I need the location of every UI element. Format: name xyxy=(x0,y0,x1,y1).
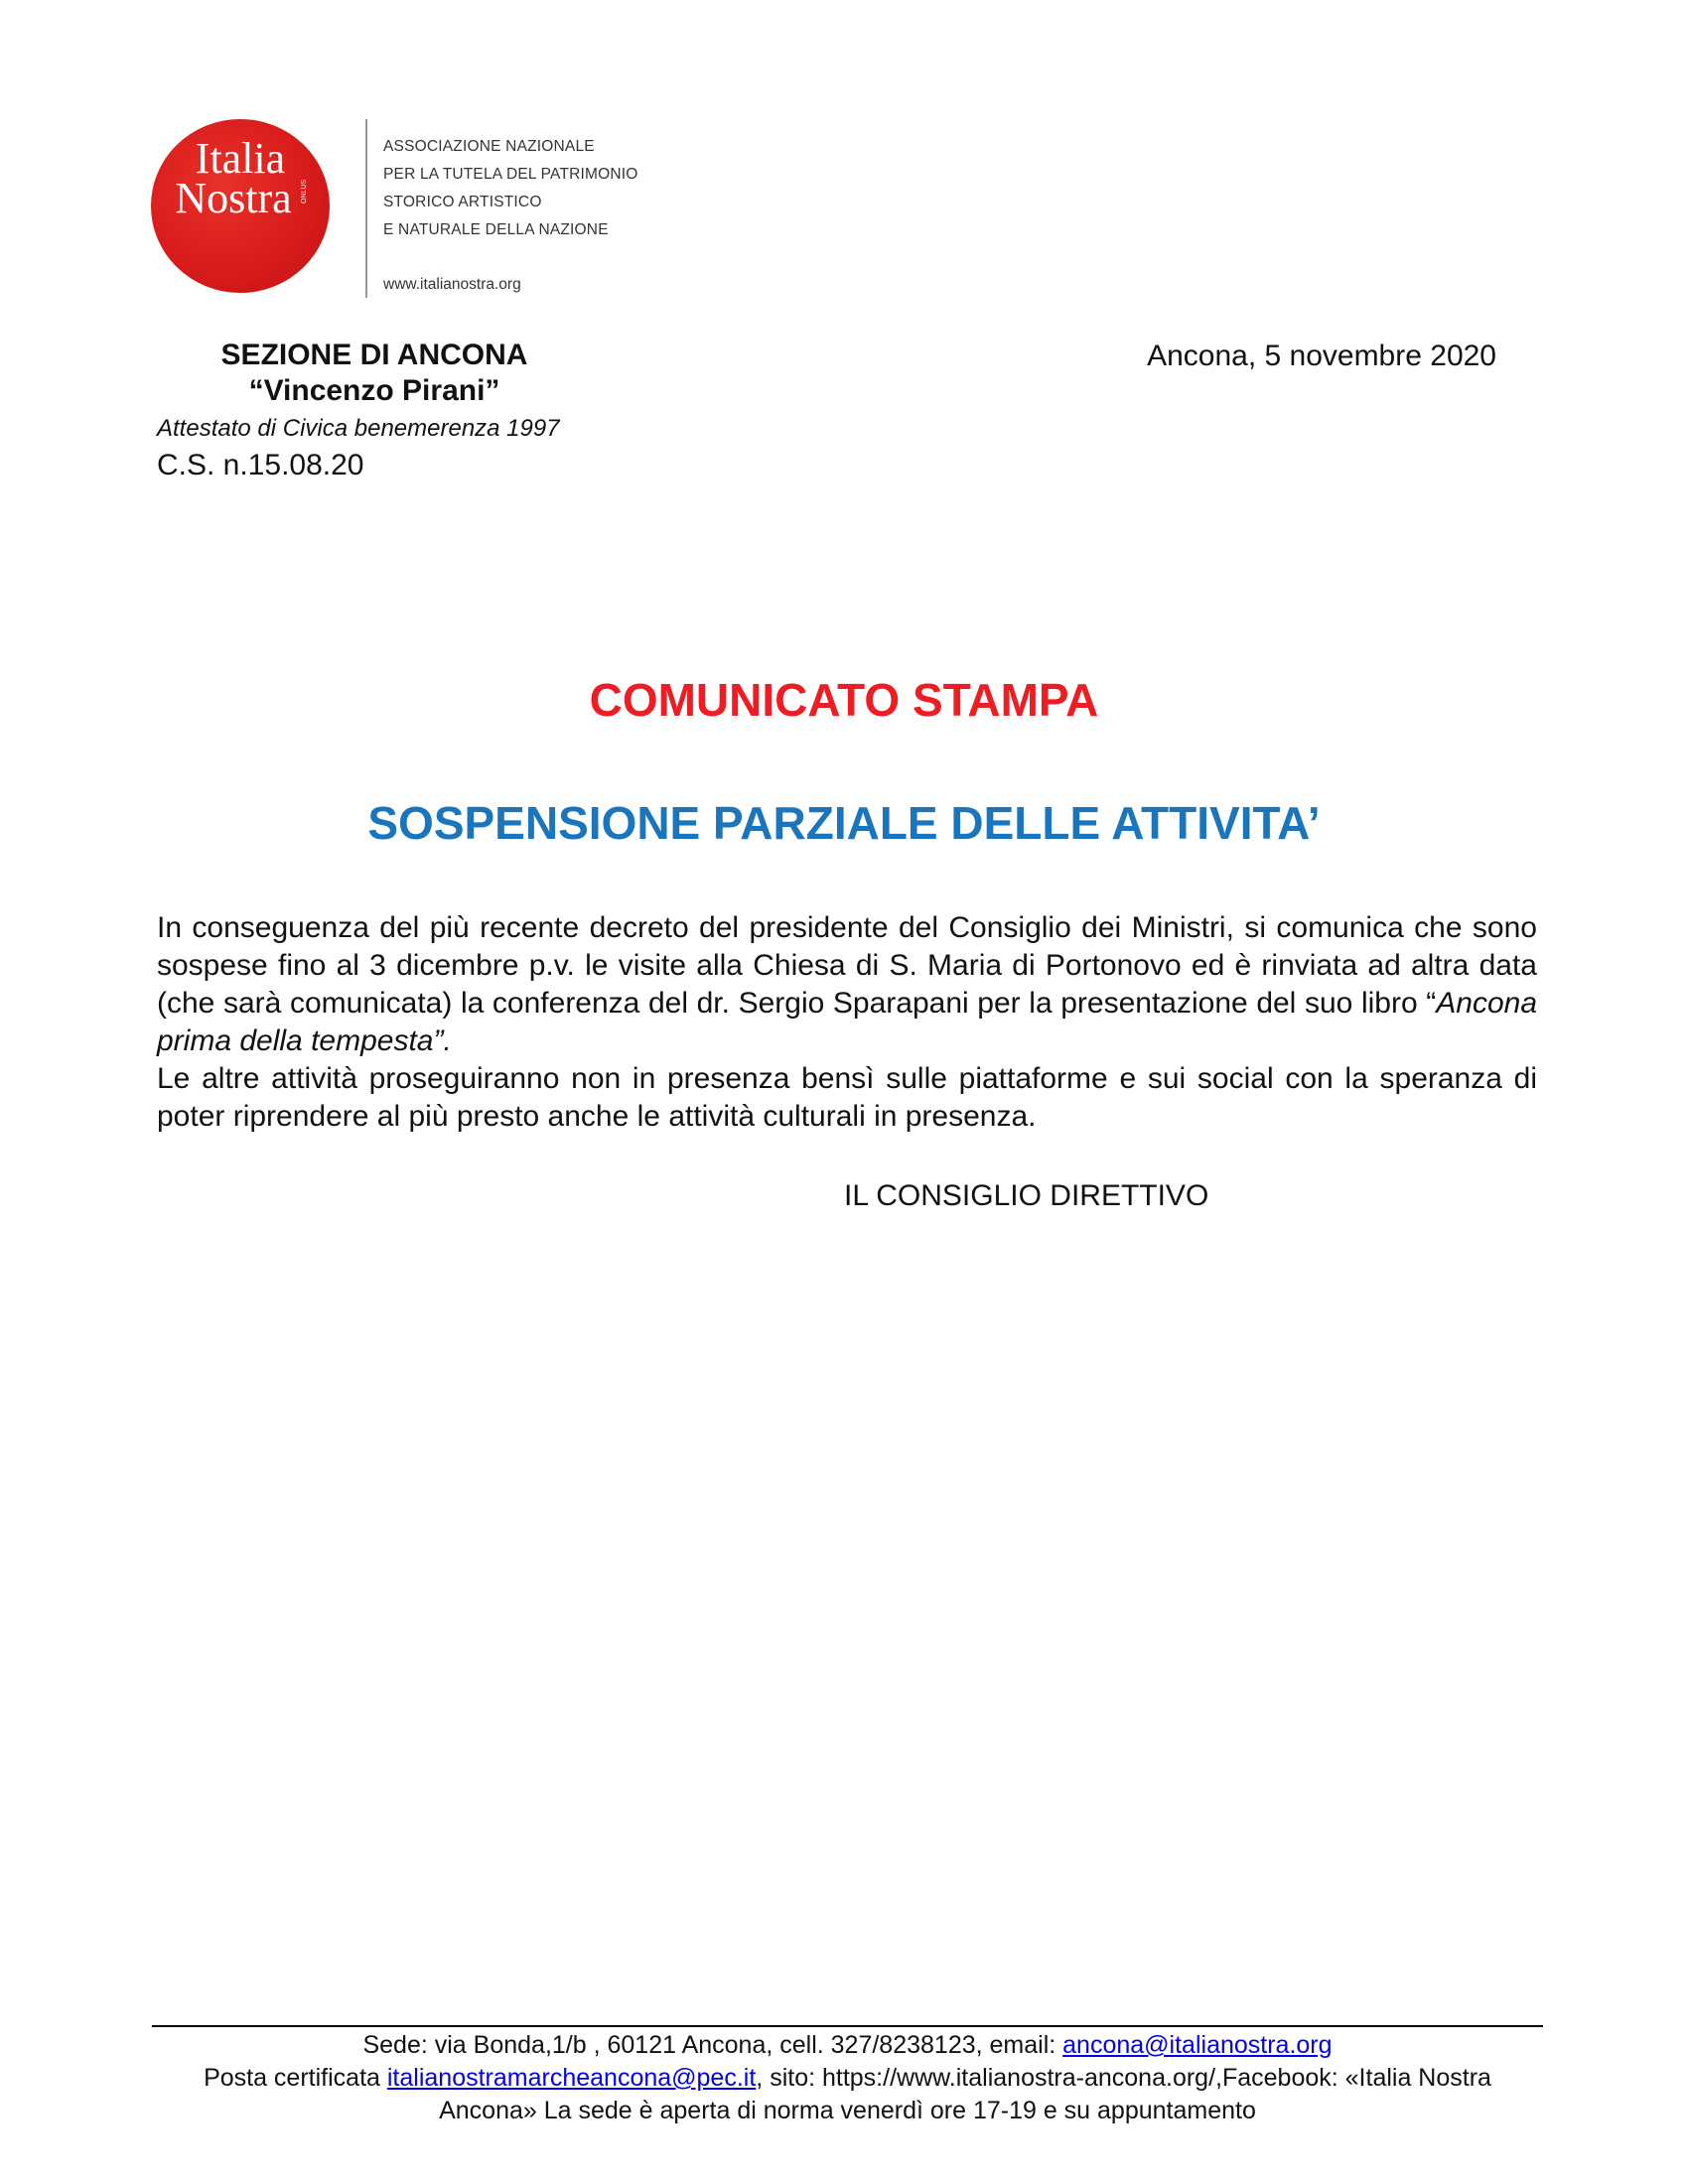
book-title: Ancona prima della tempesta”. xyxy=(157,987,1537,1057)
assoc-line: STORICO ARTISTICO xyxy=(383,194,542,210)
page-subtitle: SOSPENSIONE PARZIALE DELLE ATTIVITA’ xyxy=(367,797,1321,849)
signature: IL CONSIGLIO DIRETTIVO xyxy=(844,1179,1209,1212)
logo-mark: ONLUS xyxy=(301,179,308,204)
footer-email-link[interactable]: ancona@italianostra.org xyxy=(1062,2031,1333,2059)
logo-line-1: Italia xyxy=(195,134,286,183)
logo-line-2: Nostra xyxy=(175,174,292,222)
footer-address: Sede: via Bonda,1/b , 60121 Ancona, cell. 327/8238123, email: xyxy=(362,2031,1063,2059)
body-paragraph-2: Le altre attività proseguiranno non in presenza bensì sulle piattaforme e sui social con la speranza di poter riprendere al più presto anche le attività culturali in presenza. xyxy=(157,1062,1537,1133)
footer-pec-link[interactable]: italianostramarcheancona@pec.it xyxy=(386,2064,757,2092)
letterhead-website[interactable]: www.italianostra.org xyxy=(383,276,521,293)
body-paragraph-1 xyxy=(157,909,1537,1060)
footer-divider xyxy=(152,2025,1543,2027)
press-release-body xyxy=(157,909,1537,1136)
attestato-text: Attestato di Civica benemerenza 1997 xyxy=(157,415,560,442)
press-release-number: C.S. n.15.08.20 xyxy=(157,449,364,481)
document-date: Ancona, 5 novembre 2020 xyxy=(1147,340,1496,372)
footer xyxy=(152,2029,1543,2127)
footer-line-1 xyxy=(152,2029,1543,2062)
assoc-line: ASSOCIAZIONE NAZIONALE xyxy=(383,138,595,155)
footer-line-2 xyxy=(152,2062,1543,2127)
section-heading xyxy=(154,338,595,409)
section-name: SEZIONE DI ANCONA xyxy=(220,339,528,371)
page-title: COMUNICATO STAMPA xyxy=(589,674,1099,726)
footer-pec-label: Posta certificata xyxy=(204,2064,387,2092)
assoc-line: E NATURALE DELLA NAZIONE xyxy=(383,221,609,238)
footer-info: , sito: https://www.italianostra-ancona.org/,Facebook: «Italia Nostra Ancona» La sede è aperta di norma venerdì ore 17-19 e su appuntamento xyxy=(439,2064,1491,2124)
assoc-line: PER LA TUTELA DEL PATRIMONIO xyxy=(383,166,638,183)
paragraph-1-text: In conseguenza del più recente decreto del presidente del Consiglio dei Ministri, si comunica che sono sospese fino al 3 dicembre p.v. le visite alla Chiesa di S. Maria di Portonovo ed è rinviata ad altra data (che sarà comunicata) la conferenza del dr. Sergio Sparapani per la presentazione del suo libro “ xyxy=(157,911,1537,1020)
association-description xyxy=(383,133,638,244)
letterhead-divider xyxy=(365,119,367,298)
section-dedication: “Vincenzo Pirani” xyxy=(248,374,500,407)
